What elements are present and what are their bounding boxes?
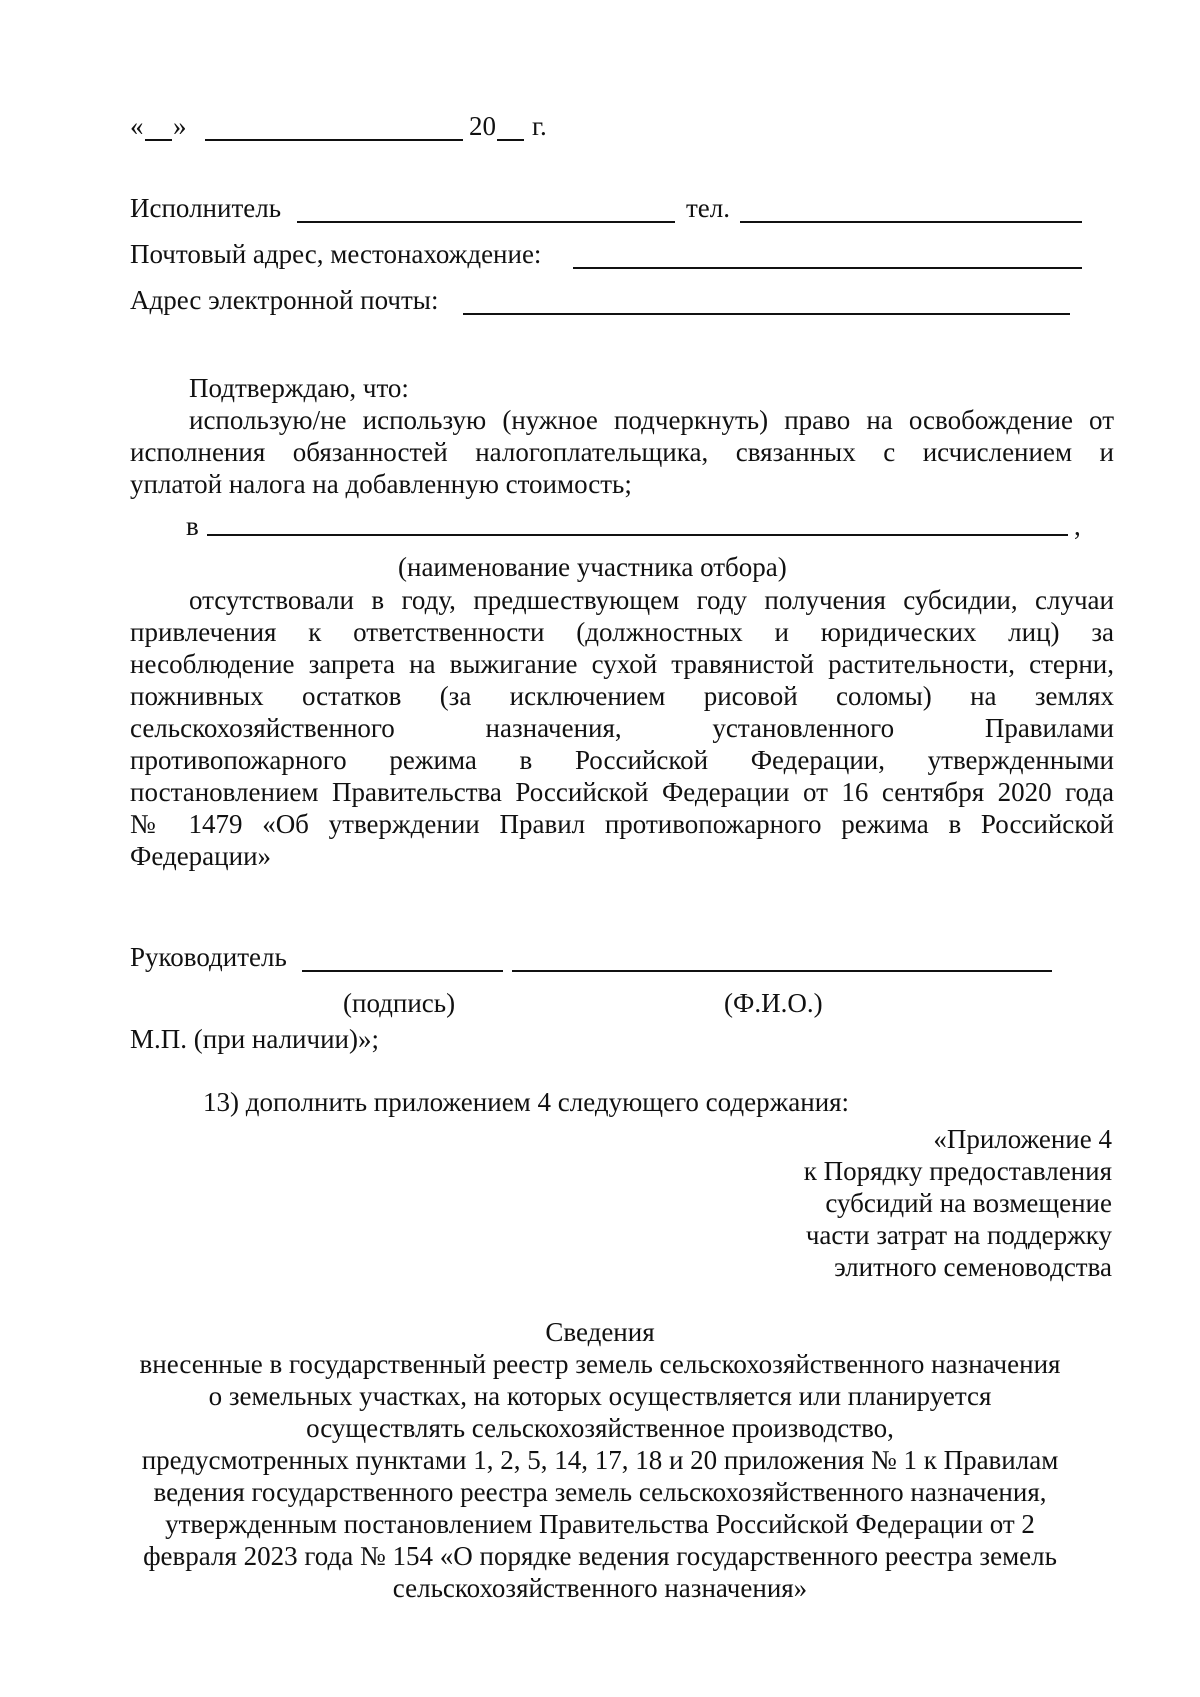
participant-suffix: , [1074,511,1081,541]
participant-caption: (наименование участника отбора) [398,552,787,582]
appendix-header-line: «Приложение 4 [933,1124,1112,1154]
signature-blank [302,970,503,972]
info-title: Сведения [545,1317,655,1347]
executor-label: Исполнитель [130,193,282,223]
confirm-line: уплатой налога на добавленную стоимость; [130,469,632,499]
date-day-blank [145,139,172,141]
fio-blank [512,970,1052,972]
email-label: Адрес электронной почты: [130,285,439,315]
absence-line: противопожарного режима в Российской Федерации, утвержденными [130,745,1114,775]
date-year-suffix: г. [532,111,547,141]
info-line: осуществлять сельскохозяйственное производство, [306,1413,894,1443]
info-line: предусмотренных пунктами 1, 2, 5, 14, 17, 18 и 20 приложения № 1 к Правилам [141,1445,1059,1475]
absence-paragraph [130,584,1114,872]
info-line: ведения государственного реестра земель сельскохозяйственного назначения, [153,1477,1047,1507]
stamp-note: М.П. (при наличии)»; [130,1024,379,1054]
absence-line: Федерации» [130,841,272,871]
amendment-text: 13) дополнить приложением 4 следующего содержания: [203,1087,850,1117]
info-line: февраля 2023 года № 154 «О порядке ведения государственного реестра земель [143,1541,1057,1571]
signature-caption: (подпись) [343,988,456,1018]
date-year-prefix: 20 [469,111,496,141]
appendix-header-line: элитного семеноводства [834,1252,1112,1282]
info-line: утвержденным постановлением Правительства Российской Федерации от 2 [165,1509,1035,1539]
info-line: о земельных участках, на которых осуществляется или планируется [208,1381,992,1411]
absence-line: отсутствовали в году, предшествующем году получения субсидии, случаи [189,585,1114,615]
postal-address-blank [573,267,1082,269]
date-month-blank [205,139,463,141]
absence-line: пожнивных остатков (за исключением рисовой соломы) на землях [130,681,1114,711]
appendix-header-line: к Порядку предоставления [803,1156,1112,1186]
absence-line: № 1479 «Об утверждении Правил противопожарного режима в Российской [130,809,1114,839]
appendix-header-line: субсидий на возмещение [825,1188,1112,1218]
date-quote-close: » [173,111,187,141]
participant-blank [207,534,1068,536]
date-year-blank [497,139,524,141]
absence-line: несоблюдение запрета на выжигание сухой травянистой растительности, стерни, [130,649,1114,679]
confirm-line: исполнения обязанностей налогоплательщика, связанных с исчислением и [130,437,1114,467]
absence-line: постановлением Правительства Российской Федерации от 16 сентября 2020 года [130,777,1114,807]
phone-blank [740,221,1082,223]
confirm-intro: Подтверждаю, что: [189,373,409,403]
email-blank [463,313,1070,315]
absence-line: сельскохозяйственного назначения, установленного Правилами [130,713,1114,743]
executor-blank [297,221,675,223]
postal-address-label: Почтовый адрес, местонахождение: [130,239,542,269]
participant-prefix: в [186,511,199,541]
fio-caption: (Ф.И.О.) [724,988,823,1018]
appendix-header-line: части затрат на поддержку [805,1220,1112,1250]
confirm-paragraph [130,404,1114,500]
info-line: внесенные в государственный реестр земель сельскохозяйственного назначения [139,1349,1061,1379]
date-quote-open: « [130,111,144,141]
info-line: сельскохозяйственного назначения» [392,1573,808,1603]
head-label: Руководитель [130,942,287,972]
absence-line: привлечения к ответственности (должностных и юридических лиц) за [130,617,1114,647]
phone-label: тел. [686,193,731,223]
confirm-line: использую/не использую (нужное подчеркнуть) право на освобождение от [189,405,1114,435]
